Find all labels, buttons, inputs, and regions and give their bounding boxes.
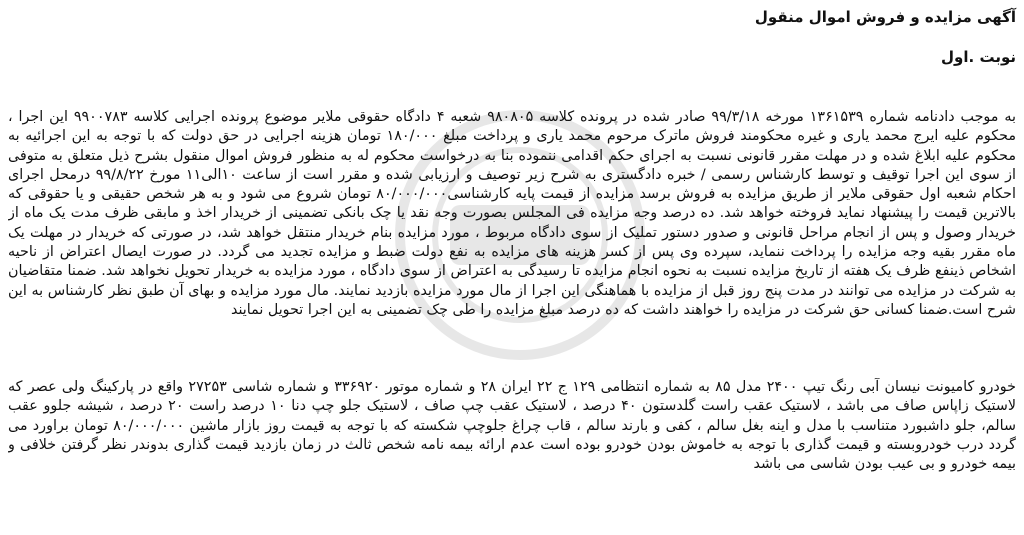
notice-title: آگهی مزایده و فروش اموال منقول: [754, 8, 1016, 26]
notice-round: نوبت .اول: [941, 48, 1016, 66]
notice-body-paragraph: به موجب دادنامه شماره ۱۳۶۱۵۳۹ مورخه ۹۹/۳/۱۸ صادر شده در پرونده کلاسه ۹۸۰۸۰۵ شعبه ۴ دادگاه حقوقی ملایر موضوع پرونده اجرایی کلاسه ۹۹۰۰۷۸۳ این اجرا ، محکوم علیه ایرج محمد یاری و غیره محکومند فروش ماترک مرحوم محمد یاری و پرداخت مبلغ ۱۸۰/۰۰۰ تومان هزینه اجرایی در حق دولت که با توجه به این اجرائیه به محکوم علیه ابلاغ شده و در مهلت مقرر قانونی نسبت به اجرای حکم اقدامی ننموده بنا به درخواست محکوم له به منظور فروش اموال منقول بشرح ذیل متعلق به متوفی از سوی این اجرا توقیف و توسط کارشناس رسمی / خبره دادگستری به شرح زیر توصیف و ارزیابی شده و مقرر است از ساعت ۱۰الی۱۱ مورخ ۹۹/۸/۲۲ درمحل اجرای احکام شعبه اول حقوقی ملایر از طریق مزایده به فروش برسد مزایده از قیمت پایه کارشناسی۸۰/۰۰۰/۰۰۰ تومان شروع می شود و به هر شخص حقیقی و یا حقوقی که بالاترین قیمت را پیشنهاد نماید فروخته خواهد شد. ده درصد وجه مزایده فی المجلس بصورت وجه نقد یا چک بانکی تضمینی از خریدار اخذ و مابقی ظرف مدت یک ماه از خریدار وصول و پس از انجام مراحل قانونی و صدور دستور تملیک از سوی دادگاه مربوط ، مورد مزایده بنام خریدار منتقل خواهد شد، در صورتی که خریدار در مهلت یک ماه مقرر بقیه وجه مزایده را پرداخت ننماید، سپرده وی پس از کسر هزینه های مزایده به نفع دولت ضبط و مزایده تجدید می گردد. در صورت ایصال اعتراض از ناحیه اشخاص ذینفع ظرف یک هفته از تاریخ مزایده نسبت به نحوه انجام مزایده تا رسیدگی به اعتراض از سوی دادگاه ، مورد مزایده به خریدار تحویل نخواهد شد. ضمنا متقاضیان به شرکت در مزایده می توانند در مدت پنج روز قبل از مزایده با هماهنگی این اجرا از مال مورد مزایده بازدید نمایند. مال مورد مزایده و بهای آن طبق نظر کارشناس به این شرح است.ضمنا کسانی حق شرکت در مزایده را خواهند داشت که ده درصد مبلغ مزایده را طی چک تضمینی به این اجرا تحویل نمایند: [8, 109, 1016, 318]
vehicle-description-paragraph: خودرو کامیونت نیسان آبی رنگ تیپ ۲۴۰۰ مدل ۸۵ به شماره انتظامی ۱۲۹ ج ۲۲ ایران ۲۸ و شماره موتور ۳۳۶۹۲۰ و شماره شاسی ۲۷۲۵۳ واقع در پارکینگ ولی عصر که لاستیک زاپاس صاف می باشد ، لاستیک عقب راست گلدستون ۴۰ درصد ، لاستیک عقب چپ صاف ، لاستیک جلو چپ دنا ۱۰ درصد راست ۲۰ درصد ، شیشه جلوو عقب سالم، جلو داشبورد متناسب با مدل و اینه بغل سالم ، کفی و بارند سالم ، قاب چراغ جلوچپ شکسته که با توجه به قیمت روز بازار ماشین ۸۰/۰۰۰/۰۰۰ تومان براورد می گردد درب خودروبسته و قیمت گذاری با توجه به خاموش بودن خودرو بوده است عدم ارائه بیمه نامه شخص ثالث در زمان بازدید قیمت گذاری بدوندر نظر گرفتن خلافی و بیمه خودرو و بی عیب بودن شاسی می باشد: [8, 379, 1016, 473]
